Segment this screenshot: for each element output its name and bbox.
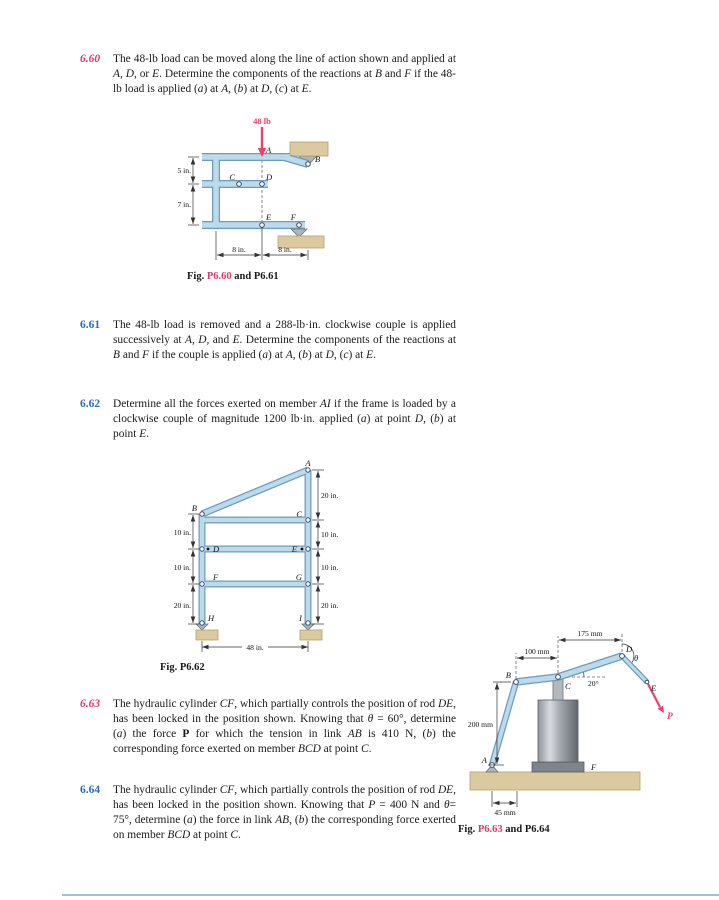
problem-6-61: [80, 318, 456, 363]
problem-number: 6.63: [80, 698, 101, 710]
problem-number: 6.62: [80, 398, 101, 410]
problem-text: The 48-lb load is removed and a 288-lb·in. clockwise couple is applied successively at A, D, and E. Determine the components of the reactions at B and F if the couple is applied (a) at A, (b) at D, (c) at E.: [113, 319, 456, 361]
dim-left-2: 10 in.: [173, 563, 191, 572]
point-labels: [192, 460, 312, 623]
angle-theta-label: θ: [634, 653, 639, 663]
problem-number: 6.64: [80, 784, 101, 796]
dim-100mm: 100 mm: [524, 647, 550, 656]
label-f: F: [290, 212, 296, 222]
page-bottom-rule: [62, 894, 719, 896]
label-e: E: [651, 683, 657, 693]
dimensions: [177, 157, 308, 260]
figure-p663-p664: [455, 615, 710, 820]
dim-8in-right: 8 in.: [278, 245, 292, 254]
label-b: B: [191, 503, 197, 513]
pins: [237, 162, 311, 228]
label-a: A: [481, 755, 487, 765]
dim-right-3: 10 in.: [321, 563, 339, 572]
figure-caption-p663: Fig. P6.63 and P6.64: [458, 824, 550, 835]
label-d: D: [213, 544, 220, 554]
problem-text: Determine all the forces exerted on member AI if the frame is loaded by a clockwise couple of magnitude 1200 lb·in. applied (a) at point D, (b) at point E.: [113, 398, 456, 440]
dim-8in-left: 8 in.: [232, 245, 246, 254]
label-d: D: [626, 644, 633, 654]
figure-caption-p660: Fig. P6.60 and P6.61: [187, 271, 279, 282]
problem-6-60: [80, 52, 456, 97]
label-e: E: [266, 212, 272, 222]
load-label: 48 lb: [253, 116, 271, 126]
label-h: H: [208, 613, 215, 623]
problem-text: The hydraulic cylinder CF, which partially controls the position of rod DE, has been locked in the position shown. Knowing that θ = 60°, determine (a) the force P for which the tension in link AB is 410 N, (b) the corresponding force exerted on member BCD at point C.: [113, 698, 456, 755]
problem-number: 6.60: [80, 53, 101, 65]
dim-7in: 7 in.: [177, 200, 191, 209]
problem-6-62: [80, 397, 456, 442]
dim-bottom: 48 in.: [246, 643, 264, 652]
problem-6-63: [80, 697, 456, 757]
dim-right-4: 20 in.: [321, 601, 339, 610]
label-a: A: [266, 145, 272, 155]
label-g: G: [295, 572, 302, 582]
problem-text: The 48-lb load can be moved along the line of action shown and applied at A, D, or E. Determine the components of the reactions at B and F if the 48-lb load is applied (a) at A, (b) at D, (c) at E.: [113, 53, 456, 95]
dim-175mm: 175 mm: [577, 629, 603, 638]
label-c: C: [296, 509, 302, 519]
label-e: E: [291, 544, 297, 554]
label-b: B: [505, 670, 511, 680]
label-c: C: [229, 172, 235, 182]
label-i: I: [299, 613, 302, 623]
dim-45mm: 45 mm: [494, 808, 516, 817]
dim-right-2: 10 in.: [321, 530, 339, 539]
ground: [470, 772, 640, 790]
base-supports: [196, 624, 322, 640]
dim-left-1: 10 in.: [173, 528, 191, 537]
angle-20-label: 20°: [588, 679, 599, 688]
dim-left-3: 20 in.: [173, 601, 191, 610]
figure-p662: [168, 460, 348, 670]
dim-right-1: 20 in.: [321, 491, 339, 500]
problem-text: The hydraulic cylinder CF, which partially controls the position of rod DE, has been locked in the position shown. Knowing that P = 400 N and θ= 75°, determine (a) the force in link AB, (b) the corresponding force exerted on member BCD at point C.: [113, 784, 456, 841]
label-f: F: [591, 762, 597, 772]
figure-p660-p661: [172, 114, 342, 274]
problem-6-64: [80, 783, 456, 843]
dim-200mm: 200 mm: [467, 720, 493, 729]
force-p-label: P: [667, 712, 673, 722]
label-c: C: [565, 681, 571, 691]
figure-caption-p662: Fig. P6.62: [160, 662, 205, 673]
label-a: A: [305, 460, 311, 468]
problem-number: 6.61: [80, 319, 101, 331]
label-d: D: [266, 172, 273, 182]
label-f: F: [213, 572, 219, 582]
label-b: B: [315, 154, 321, 164]
dim-5in: 5 in.: [177, 166, 191, 175]
